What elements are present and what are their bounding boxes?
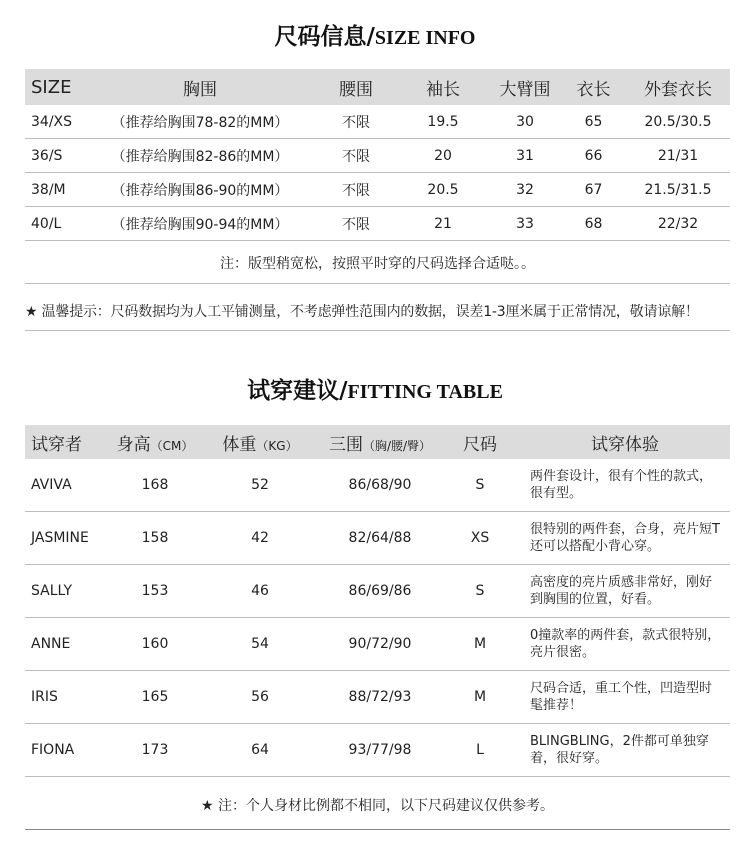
divider [25, 283, 730, 284]
fitting-title [0, 372, 750, 405]
tester-name: AVIVA [25, 459, 110, 512]
tester-weight: 42 [200, 512, 320, 565]
size-info-title [0, 18, 750, 51]
waist-cell: 不限 [315, 105, 397, 139]
tester-review: 两件套设计，很有个性的款式，很有型。 [520, 459, 730, 512]
fit-header-weight-unit: （KG） [256, 438, 298, 453]
tester-measurements: 90/72/90 [320, 618, 440, 671]
bust-cell: （推荐给胸围82-86的MM） [85, 139, 315, 173]
fit-header-tester: 试穿者 [25, 425, 110, 459]
tester-size: S [440, 565, 520, 618]
table-row [25, 139, 730, 173]
fitting-note: ★ 注：个人身材比例都不相同，以下尺码建议仅供参考。 [201, 798, 554, 814]
tester-name: FIONA [25, 724, 110, 777]
sleeve-cell: 20.5 [397, 173, 489, 207]
table-row [25, 207, 730, 241]
table-row [25, 724, 730, 777]
size-header-bust: 胸围 [85, 69, 315, 105]
tester-size: XS [440, 512, 520, 565]
size-note: 注：版型稍宽松，按照平时穿的尺码选择合适哒。。 [220, 256, 535, 272]
upper-arm-cell: 31 [489, 139, 561, 173]
coat-length-cell: 21/31 [626, 139, 730, 173]
size-tip: ★ 温馨提示：尺码数据均为人工平铺测量，不考虑弹性范围内的数据，误差1-3厘米属于正常情况，敬请谅解！ [25, 304, 699, 320]
upper-arm-cell: 30 [489, 105, 561, 139]
size-header-upper-arm: 大臂围 [489, 69, 561, 105]
fit-header-weight-label: 体重 [222, 434, 257, 455]
bust-cell: （推荐给胸围90-94的MM） [85, 207, 315, 241]
sleeve-cell: 21 [397, 207, 489, 241]
table-row [25, 512, 730, 565]
length-cell: 65 [561, 105, 626, 139]
size-cell: 40/L [25, 207, 85, 241]
length-cell: 68 [561, 207, 626, 241]
table-row [25, 173, 730, 207]
tester-weight: 46 [200, 565, 320, 618]
tester-review: 0撞款率的两件套，款式很特别，亮片很密。 [520, 618, 730, 671]
tester-weight: 52 [200, 459, 320, 512]
bust-cell: （推荐给胸围78-82的MM） [85, 105, 315, 139]
size-header-length: 衣长 [561, 69, 626, 105]
tester-height: 153 [110, 565, 200, 618]
length-cell: 66 [561, 139, 626, 173]
tester-weight: 56 [200, 671, 320, 724]
upper-arm-cell: 33 [489, 207, 561, 241]
table-row [25, 105, 730, 139]
tester-name: SALLY [25, 565, 110, 618]
waist-cell: 不限 [315, 207, 397, 241]
divider [25, 829, 730, 830]
size-info-title-en: SIZE INFO [374, 27, 476, 49]
size-table [25, 69, 730, 241]
fit-header-height-label: 身高 [116, 434, 151, 455]
tester-review: 尺码合适，重工个性，凹造型时髦推荐！ [520, 671, 730, 724]
fit-header-review: 试穿体验 [520, 425, 730, 459]
tester-measurements: 88/72/93 [320, 671, 440, 724]
size-cell: 34/XS [25, 105, 85, 139]
fit-header-measurements [320, 425, 440, 459]
tester-measurements: 86/68/90 [320, 459, 440, 512]
tester-weight: 64 [200, 724, 320, 777]
waist-cell: 不限 [315, 173, 397, 207]
tester-size: M [440, 618, 520, 671]
fit-header-measurements-unit: （胸/腰/臀） [362, 438, 432, 453]
size-header-waist: 腰围 [315, 69, 397, 105]
table-row [25, 618, 730, 671]
size-cell: 38/M [25, 173, 85, 207]
tester-measurements: 82/64/88 [320, 512, 440, 565]
fitting-title-en: FITTING TABLE [347, 381, 503, 403]
size-header-sleeve: 袖长 [397, 69, 489, 105]
tester-review: BLINGBLING，2件都可单独穿着，很好穿。 [520, 724, 730, 777]
coat-length-cell: 21.5/31.5 [626, 173, 730, 207]
coat-length-cell: 22/32 [626, 207, 730, 241]
tester-height: 173 [110, 724, 200, 777]
fitting-table [25, 425, 730, 777]
tester-name: IRIS [25, 671, 110, 724]
tester-size: S [440, 459, 520, 512]
tester-review: 很特别的两件套，合身，亮片短T还可以搭配小背心穿。 [520, 512, 730, 565]
tester-name: ANNE [25, 618, 110, 671]
tester-size: M [440, 671, 520, 724]
fitting-table-header [25, 425, 730, 459]
sleeve-cell: 20 [397, 139, 489, 173]
table-row [25, 459, 730, 512]
coat-length-cell: 20.5/30.5 [626, 105, 730, 139]
fit-header-height [110, 425, 200, 459]
waist-cell: 不限 [315, 139, 397, 173]
tester-size: L [440, 724, 520, 777]
tester-height: 160 [110, 618, 200, 671]
size-table-header [25, 69, 730, 105]
tester-measurements: 93/77/98 [320, 724, 440, 777]
tester-height: 165 [110, 671, 200, 724]
tester-height: 158 [110, 512, 200, 565]
bust-cell: （推荐给胸围86-90的MM） [85, 173, 315, 207]
fit-header-height-unit: （CM） [150, 438, 194, 453]
tester-measurements: 86/69/86 [320, 565, 440, 618]
tester-name: JASMINE [25, 512, 110, 565]
length-cell: 67 [561, 173, 626, 207]
tester-weight: 54 [200, 618, 320, 671]
size-header-size: SIZE [25, 69, 85, 105]
upper-arm-cell: 32 [489, 173, 561, 207]
tester-review: 高密度的亮片质感非常好，刚好到胸围的位置，好看。 [520, 565, 730, 618]
fit-header-size: 尺码 [440, 425, 520, 459]
fit-header-weight [200, 425, 320, 459]
table-row [25, 671, 730, 724]
tester-height: 168 [110, 459, 200, 512]
divider [25, 330, 730, 331]
sleeve-cell: 19.5 [397, 105, 489, 139]
size-header-coat-length: 外套衣长 [626, 69, 730, 105]
size-info-title-cn: 尺码信息/ [274, 24, 375, 50]
fit-header-measurements-label: 三围 [328, 434, 363, 455]
size-cell: 36/S [25, 139, 85, 173]
table-row [25, 565, 730, 618]
fitting-title-cn: 试穿建议/ [247, 378, 348, 404]
